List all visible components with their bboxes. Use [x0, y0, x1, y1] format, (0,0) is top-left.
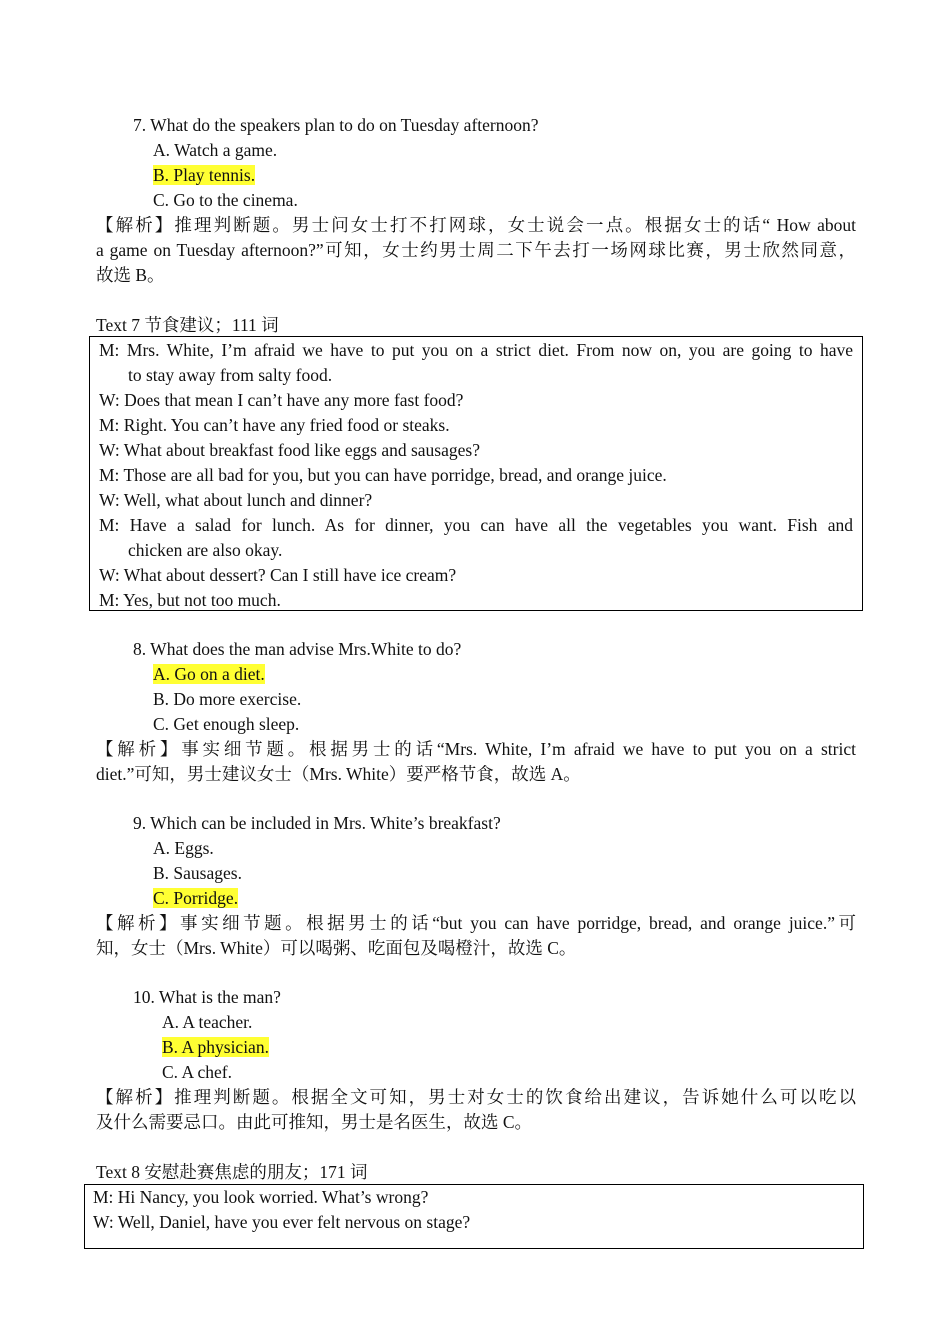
q9-answer-highlight: C. Porridge.: [153, 888, 239, 908]
q10-option-b: [162, 1035, 269, 1060]
q7-analysis-line: 【解析】推理判断题。男士问女士打不打网球，女士说会一点。根据女士的话“ How about: [96, 215, 856, 235]
transcript-line: W: What about dessert? Can I still have ice cream?: [99, 565, 457, 585]
text7-transcript-box: [89, 336, 863, 611]
q8-analysis-line: 【解析】事实细节题。根据男士的话“Mrs. White, I’m afraid we have to put you on a strict: [96, 739, 856, 759]
transcript-line: to stay away from salty food.: [128, 365, 333, 385]
q8-answer-highlight: A. Go on a diet.: [153, 664, 265, 684]
text8-heading: Text 8 安慰赴赛焦虑的朋友；171 词: [96, 1162, 368, 1182]
q10-analysis: [96, 1085, 856, 1135]
q9-option-c: [153, 886, 238, 911]
q9-analysis-line: 【解析】事实细节题。根据男士的话“but you can have porridge, bread, and orange juice.”可: [96, 913, 856, 933]
question-7: 7. What do the speakers plan to do on Tuesday afternoon?: [133, 115, 539, 135]
q8-option-b: B. Do more exercise.: [153, 689, 302, 709]
transcript-line: M: Hi Nancy, you look worried. What’s wrong?: [93, 1187, 429, 1207]
q9-option-b: B. Sausages.: [153, 863, 242, 883]
q7-option-c: C. Go to the cinema.: [153, 190, 298, 210]
transcript-line: W: What about breakfast food like eggs and sausages?: [99, 440, 480, 460]
transcript-line: M: Those are all bad for you, but you can have porridge, bread, and orange juice.: [99, 465, 667, 485]
transcript-line: W: Well, Daniel, have you ever felt nervous on stage?: [93, 1212, 471, 1232]
transcript-line: M: Mrs. White, I’m afraid we have to put you on a strict diet. From now on, you are going to have: [99, 340, 853, 360]
q9-option-a: A. Eggs.: [153, 838, 214, 858]
q7-analysis: [96, 213, 856, 288]
question-8: 8. What does the man advise Mrs.White to do?: [133, 639, 462, 659]
q10-answer-highlight: B. A physician.: [162, 1037, 269, 1057]
transcript-line: chicken are also okay.: [128, 540, 283, 560]
q8-analysis-line: diet.”可知，男士建议女士（Mrs. White）要严格节食，故选 A。: [96, 764, 581, 784]
transcript-line: M: Right. You can’t have any fried food or steaks.: [99, 415, 450, 435]
transcript-line: W: Well, what about lunch and dinner?: [99, 490, 373, 510]
q8-option-c: C. Get enough sleep.: [153, 714, 300, 734]
transcript-line: W: Does that mean I can’t have any more fast food?: [99, 390, 464, 410]
q7-analysis-line: 故选 B。: [96, 265, 165, 285]
transcript-line: M: Have a salad for lunch. As for dinner, you can have all the vegetables you want. Fish and: [99, 515, 853, 535]
q7-option-a: A. Watch a game.: [153, 140, 278, 160]
q7-answer-highlight: B. Play tennis.: [153, 165, 256, 185]
q7-analysis-line: a game on Tuesday afternoon?”可知，女士约男士周二下午去打一场网球比赛，男士欣然同意，: [96, 240, 856, 260]
q9-analysis: [96, 911, 856, 961]
q8-option-a: [153, 662, 265, 687]
text8-transcript-box: [84, 1184, 864, 1249]
q8-analysis: [96, 737, 856, 787]
q9-analysis-line: 知，女士（Mrs. White）可以喝粥、吃面包及喝橙汁，故选 C。: [96, 938, 577, 958]
q10-option-a: A. A teacher.: [162, 1012, 253, 1032]
text7-heading: Text 7 节食建议；111 词: [96, 315, 279, 335]
transcript-line: M: Yes, but not too much.: [99, 590, 281, 610]
q7-option-b: [153, 163, 255, 188]
q10-option-c: C. A chef.: [162, 1062, 232, 1082]
question-9: 9. Which can be included in Mrs. White’s breakfast?: [133, 813, 501, 833]
question-10: 10. What is the man?: [133, 987, 281, 1007]
q10-analysis-line: 【解析】推理判断题。根据全文可知，男士对女士的饮食给出建议，告诉她什么可以吃以: [96, 1087, 856, 1107]
q10-analysis-line: 及什么需要忌口。由此可推知，男士是名医生，故选 C。: [96, 1112, 533, 1132]
